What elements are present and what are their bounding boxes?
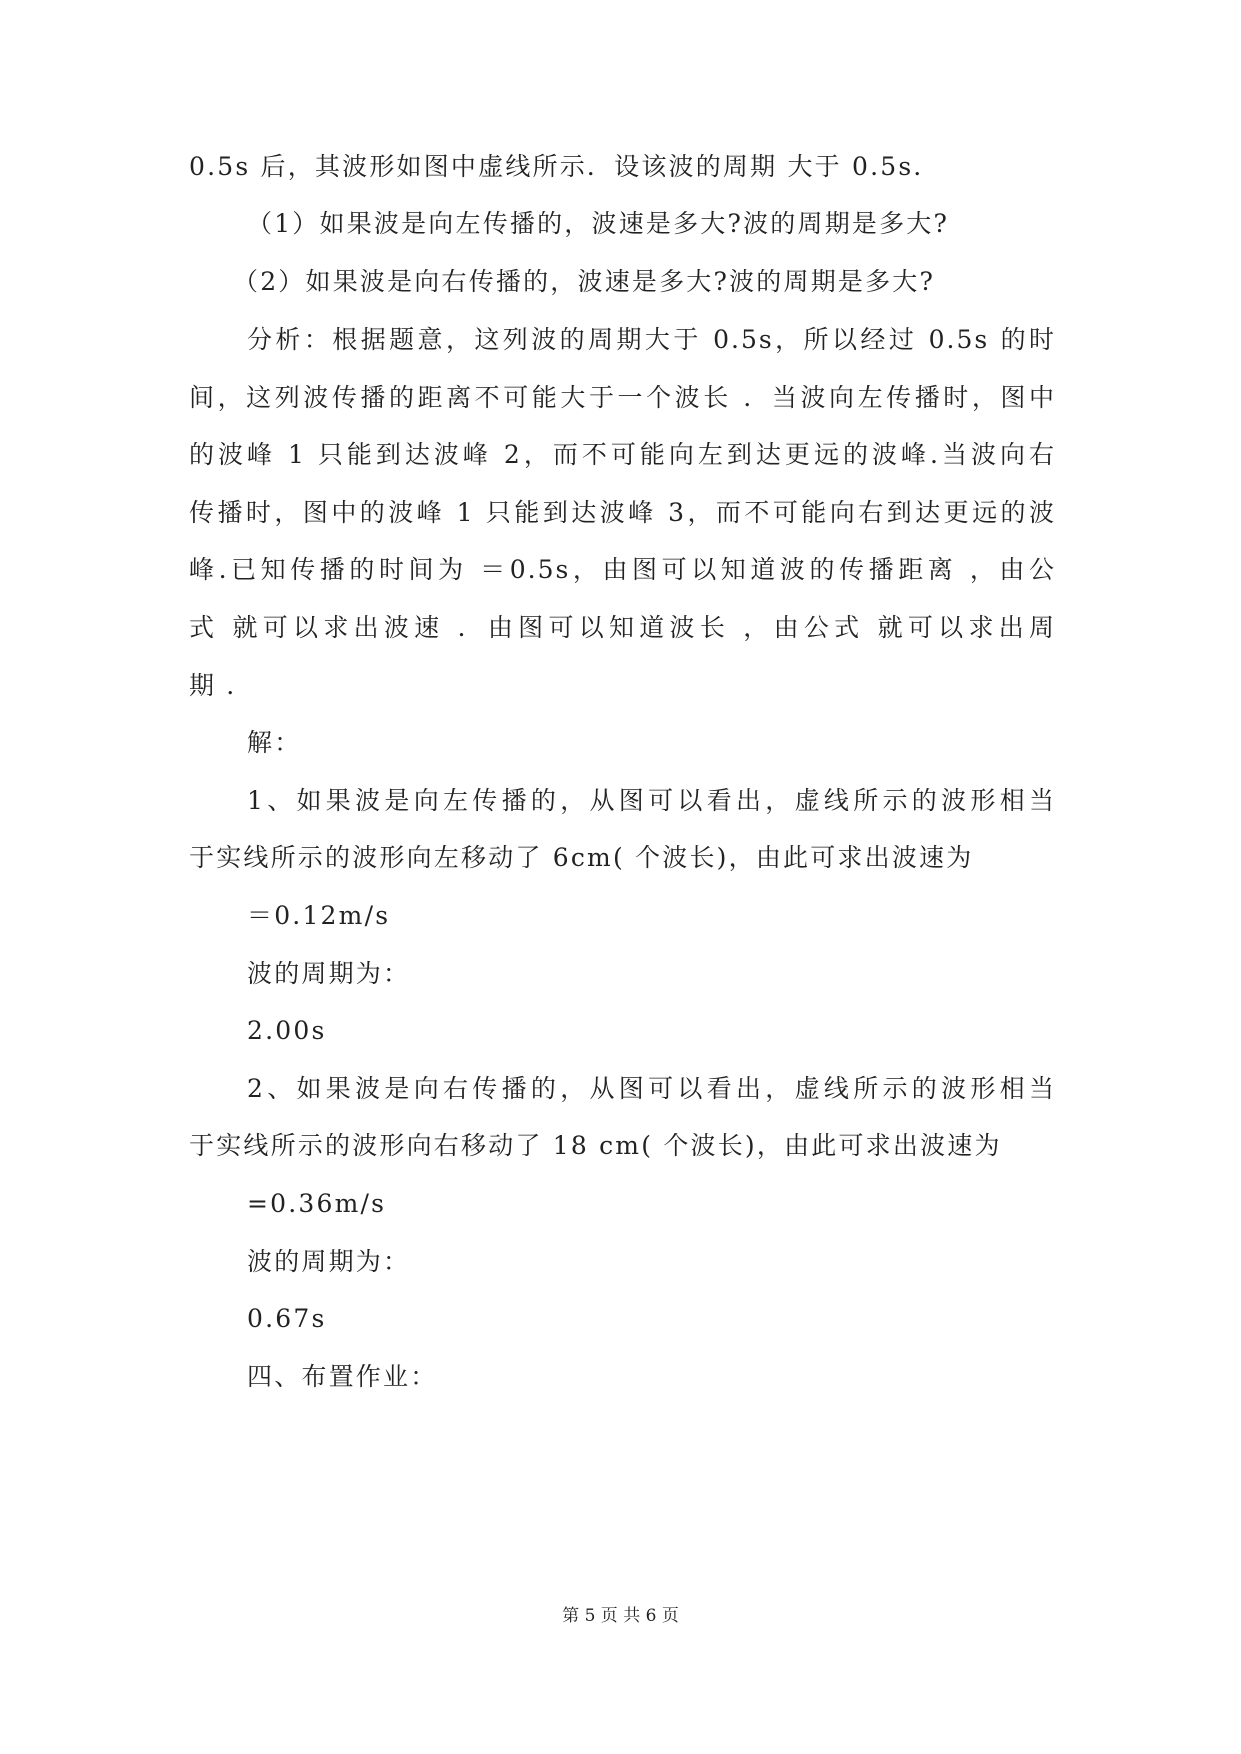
solution-line: 1、如果波是向左传播的，从图可以看出，虚线所示的波形相当 — [247, 786, 1056, 815]
analysis-line: 传播时，图中的波峰 1 只能到达波峰 3，而不可能向右到达更远的波 — [189, 498, 1056, 527]
question-1: （1）如果波是向左传播的，波速是多大?波的周期是多大? — [247, 209, 950, 238]
solution-line: 2、如果波是向右传播的，从图可以看出，虚线所示的波形相当 — [247, 1074, 1056, 1103]
period-label: 波的周期为： — [247, 1247, 411, 1276]
analysis-line: 分析：根据题意，这列波的周期大于 0.5s，所以经过 0.5s 的时 — [247, 325, 1056, 354]
page-footer: 第 5 页 共 6 页 — [562, 1606, 679, 1626]
analysis-line: 间，这列波传播的距离不可能大于一个波长 ．当波向左传播时，图中 — [189, 383, 1056, 412]
analysis-line: 式 就可以求出波速 ．由图可以知道波长 ，由公式 就可以求出周 — [189, 613, 1056, 642]
solution-heading: 解： — [247, 728, 302, 757]
period-result: 0.67s — [247, 1304, 327, 1333]
velocity-result: =0.36m/s — [247, 1189, 387, 1218]
analysis-line: 的波峰 1 只能到达波峰 2，而不可能向左到达更远的波峰.当波向右 — [189, 440, 1056, 469]
period-result: 2.00s — [247, 1016, 327, 1045]
text-line: 0.5s 后，其波形如图中虚线所示．设该波的周期 大于 0.5s． — [189, 152, 941, 181]
section-heading: 四、布置作业： — [247, 1362, 438, 1391]
analysis-line: 峰.已知传播的时间为 ＝0.5s，由图可以知道波的传播距离 ，由公 — [189, 555, 1056, 584]
analysis-line: 期 ． — [189, 671, 254, 700]
solution-line: 于实线所示的波形向右移动了 18 cm( 个波长)，由此可求出波速为 — [189, 1131, 1002, 1160]
solution-line: 于实线所示的波形向左移动了 6cm( 个波长)，由此可求出波速为 — [189, 843, 974, 872]
velocity-result: ＝0.12m/s — [247, 901, 391, 930]
period-label: 波的周期为： — [247, 959, 411, 988]
question-2: （2）如果波是向右传播的，波速是多大?波的周期是多大? — [233, 267, 936, 296]
